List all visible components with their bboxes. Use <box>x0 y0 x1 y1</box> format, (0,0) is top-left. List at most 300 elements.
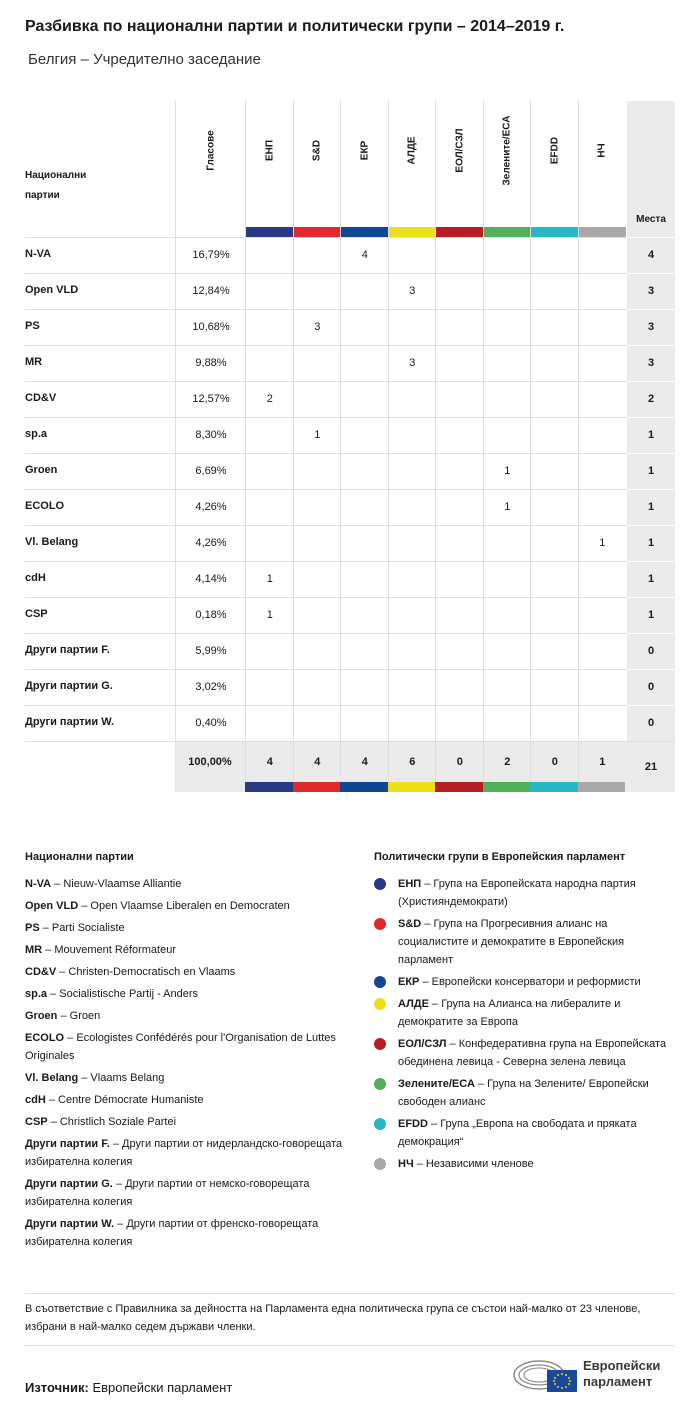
divider <box>25 1345 675 1346</box>
group-seat-cell <box>245 238 294 273</box>
group-color-band <box>578 782 626 792</box>
table-row <box>25 381 675 417</box>
group-seat-cell <box>530 238 579 273</box>
seats-cell: 1 <box>627 525 675 561</box>
group-header-6 <box>530 101 579 237</box>
party-name: N-VA <box>25 248 52 260</box>
group-seat-cell <box>245 418 294 453</box>
group-seat-cell <box>245 526 294 561</box>
legend-text: Parti Socialiste <box>51 922 125 934</box>
legend-abbr: Groen <box>25 1010 58 1022</box>
legend-text: Centre Démocrate Humaniste <box>58 1094 204 1106</box>
table-row <box>25 705 675 741</box>
group-seat-cell <box>340 274 389 309</box>
group-seat-cell <box>340 346 389 381</box>
total-group-seats: 0 <box>530 742 579 782</box>
party-name: cdH <box>25 572 46 584</box>
group-seat-cell <box>435 526 484 561</box>
national-legend-item <box>25 1215 345 1251</box>
group-color-dot-icon <box>374 918 386 930</box>
legend-separator: – <box>112 1178 126 1190</box>
legend-abbr: Зелените/ЕСА <box>398 1078 475 1090</box>
votes-cell: 6,69% <box>175 454 246 489</box>
group-seat-cell <box>388 706 437 741</box>
total-group-seats: 6 <box>388 742 437 782</box>
legend-text: Европейски консерватори и реформисти <box>431 976 641 988</box>
seats-cell: 0 <box>627 705 675 741</box>
group-seat-cell <box>435 238 484 273</box>
group-legend-item <box>374 875 674 911</box>
european-parliament-logo <box>513 1355 678 1395</box>
legend-abbr: sp.a <box>25 988 48 1000</box>
legend-abbr: НЧ <box>398 1158 414 1170</box>
legend-abbr: Други партии F. <box>25 1138 110 1150</box>
legend-text: Socialistische Partij - Anders <box>59 988 199 1000</box>
group-seat-cell: 3 <box>388 274 437 309</box>
group-seat-cell <box>483 346 532 381</box>
group-seat-cell <box>530 310 579 345</box>
group-color-band <box>293 782 341 792</box>
group-legend-item <box>374 1115 674 1151</box>
group-color-dot-icon <box>374 1078 386 1090</box>
group-seat-cell <box>435 310 484 345</box>
legend-text: Конфедеративна група на Европейската обединена левица - Северна зелена левица <box>398 1038 667 1068</box>
group-seat-cell <box>435 670 484 705</box>
legend-separator: – <box>114 1218 127 1230</box>
groups-legend-heading: Политически групи в Европейския парламент <box>374 851 626 863</box>
legend-abbr: Open VLD <box>25 900 79 912</box>
legend-abbr: MR <box>25 944 43 956</box>
party-name: Open VLD <box>25 284 79 296</box>
table-row <box>25 525 675 561</box>
table-row <box>25 561 675 597</box>
group-seat-cell <box>340 454 389 489</box>
national-legend-item <box>25 1113 345 1131</box>
legend-abbr: EFDD <box>398 1118 428 1130</box>
group-seat-cell <box>435 274 484 309</box>
group-seat-cell <box>293 526 342 561</box>
table-row <box>25 309 675 345</box>
group-seat-cell <box>388 562 437 597</box>
votes-cell: 12,57% <box>175 382 246 417</box>
seats-header-label: Места <box>636 214 666 225</box>
legend-abbr: S&D <box>398 918 422 930</box>
party-name: Vl. Belang <box>25 536 79 548</box>
group-seat-cell <box>483 562 532 597</box>
legend-abbr: cdH <box>25 1094 46 1106</box>
legend-separator: – <box>39 922 52 934</box>
group-seat-cell <box>245 490 294 525</box>
table-body <box>25 237 675 741</box>
table-row <box>25 453 675 489</box>
legend-abbr: ЕКР <box>398 976 420 988</box>
national-legend-heading: Национални партии <box>25 851 134 863</box>
legend-abbr: Други партии W. <box>25 1218 115 1230</box>
group-seat-cell: 1 <box>245 598 294 633</box>
group-seat-cell <box>578 346 627 381</box>
legend-separator: – <box>446 1038 459 1050</box>
total-group-seats: 0 <box>435 742 484 782</box>
group-seat-cell <box>578 418 627 453</box>
group-seat-cell <box>483 634 532 669</box>
group-seat-cell <box>530 454 579 489</box>
legend-separator: – <box>78 1072 91 1084</box>
legend-text: Независими членове <box>425 1158 534 1170</box>
group-legend-item <box>374 1035 674 1071</box>
legend-separator: – <box>57 1010 70 1022</box>
seats-cell: 1 <box>627 561 675 597</box>
group-seat-cell <box>435 562 484 597</box>
legend-abbr: CD&V <box>25 966 57 978</box>
group-seat-cell <box>388 382 437 417</box>
group-color-band <box>484 227 532 237</box>
source <box>25 1380 232 1395</box>
table-row <box>25 633 675 669</box>
group-header-7 <box>578 101 627 237</box>
legend-text: Groen <box>69 1010 101 1022</box>
group-seat-cell <box>578 598 627 633</box>
group-seat-cell <box>388 310 437 345</box>
group-seat-cell <box>483 418 532 453</box>
legend-separator: – <box>56 966 69 978</box>
group-seat-cell: 1 <box>483 454 532 489</box>
group-color-band <box>388 782 436 792</box>
group-header-5 <box>483 101 532 237</box>
national-legend-item <box>25 1135 345 1171</box>
group-seat-cell <box>293 490 342 525</box>
group-seat-cell <box>530 418 579 453</box>
group-seat-cell <box>340 598 389 633</box>
national-legend-item <box>25 1069 345 1087</box>
group-seat-cell <box>293 598 342 633</box>
group-seat-cell <box>388 526 437 561</box>
votes-cell: 0,40% <box>175 706 246 741</box>
table-row <box>25 237 675 273</box>
votes-cell: 10,68% <box>175 310 246 345</box>
legend-text: Mouvement Réformateur <box>54 944 177 956</box>
group-seat-cell <box>340 418 389 453</box>
group-header-4 <box>435 101 484 237</box>
group-header-0 <box>245 101 294 237</box>
seats-cell: 4 <box>627 237 675 273</box>
group-header-2 <box>340 101 389 237</box>
legend-abbr: Vl. Belang <box>25 1072 79 1084</box>
source-label: Източник: <box>25 1380 89 1395</box>
national-legend-item <box>25 875 345 893</box>
legend-abbr: ЕНП <box>398 878 422 890</box>
source-value: Европейски парламент <box>92 1380 233 1395</box>
national-legend-item <box>25 963 345 981</box>
logo-text: Европейски парламент <box>583 1358 661 1389</box>
legend-separator: – <box>47 1116 60 1128</box>
votes-cell: 4,26% <box>175 490 246 525</box>
group-color-dot-icon <box>374 1158 386 1170</box>
legend-text: Група на Алианса на либералите и демократите за Европа <box>398 998 621 1028</box>
group-seat-cell <box>293 274 342 309</box>
group-color-dot-icon <box>374 976 386 988</box>
group-header-label: Зелените/ЕСА <box>501 115 513 186</box>
group-seat-cell <box>340 310 389 345</box>
national-legend-item <box>25 919 345 937</box>
table-row <box>25 417 675 453</box>
group-seat-cell <box>388 598 437 633</box>
national-legend-item <box>25 985 345 1003</box>
group-seat-cell <box>293 346 342 381</box>
group-seat-cell <box>388 490 437 525</box>
group-seat-cell <box>245 634 294 669</box>
group-header-label: НЧ <box>596 143 608 158</box>
group-header-label: EFDD <box>549 136 561 165</box>
group-seat-cell <box>245 670 294 705</box>
legend-separator: – <box>428 998 442 1010</box>
party-name: MR <box>25 356 43 368</box>
legend-text: Vlaams Belang <box>90 1072 165 1084</box>
group-seat-cell <box>578 634 627 669</box>
seats-cell: 3 <box>627 345 675 381</box>
legend-text: Ecologistes Confédérés pour l'Organisation de Luttes Originales <box>25 1032 336 1062</box>
group-color-band <box>246 227 294 237</box>
group-seat-cell <box>578 562 627 597</box>
votes-cell: 4,26% <box>175 526 246 561</box>
legend-text: Nieuw-Vlaamse Alliantie <box>63 878 182 890</box>
group-seat-cell: 1 <box>483 490 532 525</box>
legend-abbr: ECOLO <box>25 1032 65 1044</box>
group-legend-item <box>374 1075 674 1111</box>
group-seat-cell <box>293 562 342 597</box>
group-seat-cell <box>578 238 627 273</box>
total-group-seats: 4 <box>293 742 342 782</box>
group-color-band <box>340 782 388 792</box>
legend-abbr: PS <box>25 922 40 934</box>
group-seat-cell <box>340 634 389 669</box>
group-seat-cell <box>530 382 579 417</box>
seats-cell: 3 <box>627 273 675 309</box>
legend-text: Open Vlaamse Liberalen en Democraten <box>90 900 290 912</box>
group-seat-cell <box>530 526 579 561</box>
seats-cell: 0 <box>627 669 675 705</box>
group-seat-cell <box>293 238 342 273</box>
national-parties-legend <box>25 851 345 1255</box>
group-seat-cell <box>245 346 294 381</box>
legend-text: Други партии от немско-говорещата избирателна колегия <box>25 1178 310 1208</box>
group-seat-cell <box>483 598 532 633</box>
legend-abbr: ЕОЛ/СЗЛ <box>398 1038 447 1050</box>
legend-abbr: CSP <box>25 1116 48 1128</box>
group-seat-cell <box>340 562 389 597</box>
votes-cell: 5,99% <box>175 634 246 669</box>
party-name: Други партии F. <box>25 644 110 656</box>
national-legend-item <box>25 941 345 959</box>
group-seat-cell <box>340 526 389 561</box>
group-header-label: ЕОЛ/СЗЛ <box>454 128 466 173</box>
group-seat-cell <box>483 526 532 561</box>
party-name: ECOLO <box>25 500 65 512</box>
seats-column-header <box>627 101 675 237</box>
group-seat-cell <box>293 382 342 417</box>
party-name: Groen <box>25 464 58 476</box>
legend-separator: – <box>109 1138 123 1150</box>
group-seat-cell: 2 <box>245 382 294 417</box>
group-seat-cell <box>245 310 294 345</box>
total-group-seats: 2 <box>483 742 532 782</box>
party-name: Други партии W. <box>25 716 115 728</box>
legend-text: Група на Зелените/ Европейски свободен алианс <box>398 1078 649 1108</box>
group-seat-cell <box>578 382 627 417</box>
legend-text: Christlich Soziale Partei <box>59 1116 177 1128</box>
group-seat-cell <box>245 706 294 741</box>
group-seat-cell <box>435 418 484 453</box>
group-color-band <box>435 782 483 792</box>
group-color-dot-icon <box>374 878 386 890</box>
legend-separator: – <box>47 988 60 1000</box>
group-seat-cell <box>530 346 579 381</box>
votes-cell: 12,84% <box>175 274 246 309</box>
group-color-band <box>294 227 342 237</box>
national-legend-item <box>25 1007 345 1025</box>
votes-cell: 16,79% <box>175 238 246 273</box>
group-seat-cell <box>530 670 579 705</box>
votes-column-header <box>175 101 246 237</box>
table-row <box>25 669 675 705</box>
group-seat-cell <box>435 346 484 381</box>
group-legend-item <box>374 915 674 969</box>
group-seat-cell <box>340 490 389 525</box>
legend-separator: – <box>64 1032 77 1044</box>
table-header <box>25 101 675 237</box>
group-seat-cell <box>530 562 579 597</box>
group-seat-cell <box>245 454 294 489</box>
group-seat-cell <box>293 706 342 741</box>
legend-separator: – <box>42 944 55 956</box>
group-seat-cell <box>483 670 532 705</box>
groups-legend <box>374 851 674 1177</box>
group-header-label: ЕНП <box>264 139 276 162</box>
legend-separator: – <box>421 918 434 930</box>
group-color-band <box>436 227 484 237</box>
legend-text: Група на Европейската народна партия (Християндемократи) <box>398 878 636 908</box>
total-group-seats: 1 <box>578 742 627 782</box>
group-seat-cell: 3 <box>293 310 342 345</box>
legend-separator: – <box>78 900 91 912</box>
group-legend-item <box>374 995 674 1031</box>
national-legend-item <box>25 1029 345 1065</box>
group-seat-cell <box>578 274 627 309</box>
group-seat-cell <box>483 382 532 417</box>
divider <box>25 1293 675 1294</box>
group-seat-cell <box>435 382 484 417</box>
group-seat-cell <box>388 454 437 489</box>
legend-separator: – <box>419 976 432 988</box>
legend-text: Други партии от френско-говорещата избирателна колегия <box>25 1218 319 1248</box>
group-header-1 <box>293 101 342 237</box>
legend-separator: – <box>413 1158 426 1170</box>
group-color-band <box>530 782 578 792</box>
party-name: sp.a <box>25 428 48 440</box>
group-seat-cell <box>530 634 579 669</box>
group-legend-item <box>374 1155 674 1173</box>
national-legend-item <box>25 897 345 915</box>
party-name: CSP <box>25 608 48 620</box>
legend-separator: – <box>51 878 64 890</box>
party-name: Други партии G. <box>25 680 113 692</box>
national-legend-item <box>25 1175 345 1211</box>
total-seats: 21 <box>644 761 658 773</box>
group-seat-cell <box>388 634 437 669</box>
totals-row <box>25 741 675 792</box>
group-seat-cell <box>483 706 532 741</box>
group-color-band <box>531 227 579 237</box>
group-seat-cell <box>340 706 389 741</box>
group-seat-cell <box>578 310 627 345</box>
votes-cell: 9,88% <box>175 346 246 381</box>
group-seat-cell <box>578 490 627 525</box>
group-seat-cell <box>483 310 532 345</box>
legend-abbr: АЛДЕ <box>398 998 429 1010</box>
seats-cell: 0 <box>627 633 675 669</box>
group-seat-cell <box>530 490 579 525</box>
group-seat-cell: 3 <box>388 346 437 381</box>
group-seat-cell <box>435 634 484 669</box>
total-group-seats: 4 <box>340 742 389 782</box>
votes-cell: 0,18% <box>175 598 246 633</box>
legend-separator: – <box>45 1094 59 1106</box>
page-subtitle: Белгия – Учредително заседание <box>28 51 261 68</box>
group-seat-cell <box>435 454 484 489</box>
legend-text: Christen-Democratisch en Vlaams <box>68 966 236 978</box>
group-color-dot-icon <box>374 1038 386 1050</box>
group-seat-cell <box>578 670 627 705</box>
group-seat-cell <box>530 274 579 309</box>
legend-separator: – <box>421 878 434 890</box>
table-row <box>25 489 675 525</box>
group-seat-cell <box>483 238 532 273</box>
group-color-dot-icon <box>374 998 386 1010</box>
table-row <box>25 273 675 309</box>
group-seat-cell <box>388 418 437 453</box>
group-color-band <box>389 227 437 237</box>
group-color-band <box>579 227 627 237</box>
group-seat-cell <box>435 706 484 741</box>
legend-separator: – <box>427 1118 441 1130</box>
page-title: Разбивка по национални партии и политически групи – 2014–2019 г. <box>25 18 565 35</box>
group-seat-cell <box>340 382 389 417</box>
group-seat-cell <box>483 274 532 309</box>
group-seat-cell <box>435 490 484 525</box>
group-seat-cell <box>293 634 342 669</box>
group-seat-cell <box>388 670 437 705</box>
group-header-label: S&D <box>311 139 323 162</box>
party-column-header: Национални партии <box>25 170 87 201</box>
group-seat-cell <box>435 598 484 633</box>
group-legend-item <box>374 973 674 991</box>
group-color-band <box>341 227 389 237</box>
group-seat-cell: 1 <box>578 526 627 561</box>
total-group-seats: 4 <box>245 742 294 782</box>
seats-cell: 1 <box>627 417 675 453</box>
group-seat-cell <box>293 670 342 705</box>
parliament-logo-icon <box>513 1355 579 1395</box>
total-votes: 100,00% <box>188 756 232 768</box>
votes-cell: 8,30% <box>175 418 246 453</box>
legend-text: Група „Европа на свободата и пряката демокрация“ <box>398 1118 637 1148</box>
footnote: В съответствие с Правилника за дейността на Парламента една политическа група се състои най-малко от 23 членове, избрани в най-малко седем държави членки. <box>25 1303 641 1333</box>
group-color-dot-icon <box>374 1118 386 1130</box>
group-seat-cell <box>578 706 627 741</box>
group-seat-cell: 4 <box>340 238 389 273</box>
group-color-band <box>245 782 293 792</box>
group-seat-cell <box>293 454 342 489</box>
legend-abbr: Други партии G. <box>25 1178 113 1190</box>
